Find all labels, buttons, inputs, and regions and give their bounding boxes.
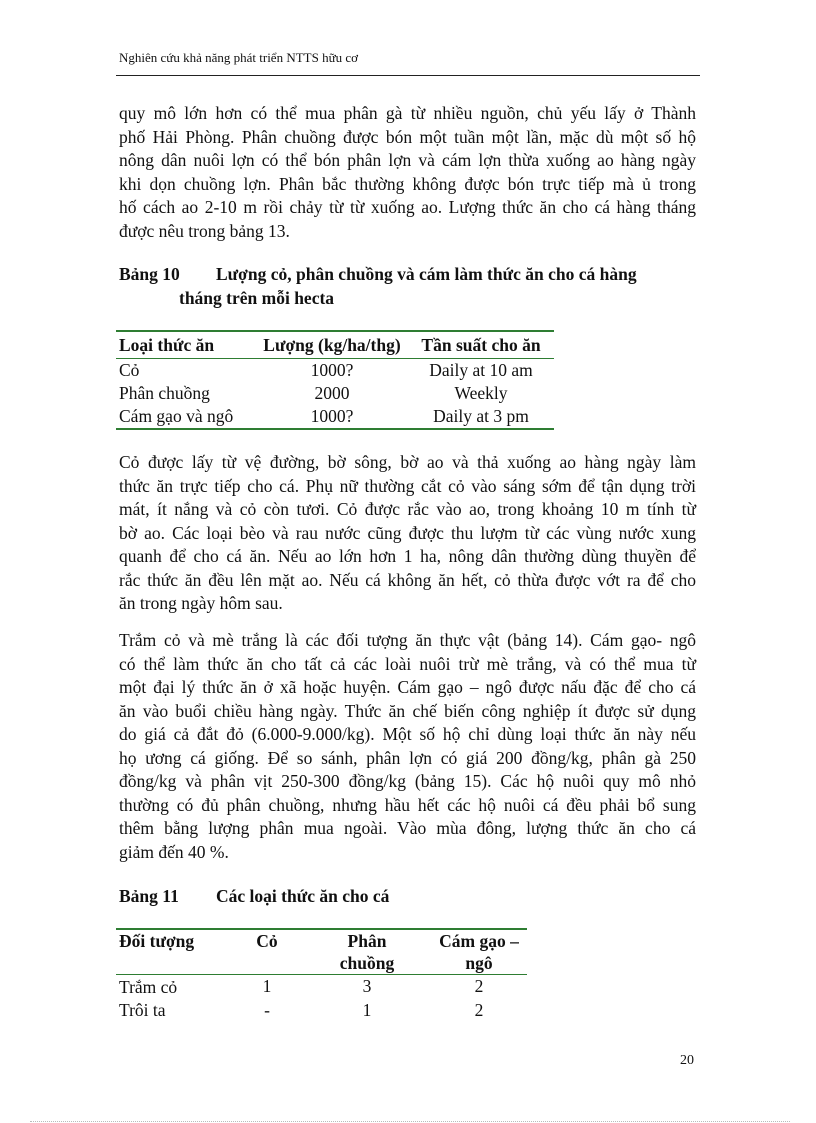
column-header	[116, 929, 231, 975]
paragraph-3	[119, 629, 696, 864]
table-11-title: Các loại thức ăn cho cá	[216, 886, 390, 906]
table-11	[116, 928, 527, 1022]
column-header-line: Phân	[347, 931, 387, 951]
paragraph-line: ăn vào buổi chiều hàng ngày. Thức ăn chế biến công nghiệp ít được sử dụng	[119, 700, 696, 721]
table-cell: Cám gạo và ngô	[119, 406, 234, 426]
table-cell: 1	[262, 976, 272, 996]
header-rule	[116, 75, 700, 76]
paragraph-1	[119, 102, 696, 243]
table-cell: Trôi ta	[119, 1000, 166, 1020]
paragraph-line: họ ương cá giống. Để so sánh, phân lợn có giá 200 đồng/kg, phân gà 250	[119, 747, 696, 768]
column-header: Lượng (kg/ha/thg)	[256, 331, 408, 359]
table-row	[116, 359, 554, 383]
table-cell: -	[264, 1000, 270, 1020]
table-header-row	[116, 331, 554, 359]
table-cell: Weekly	[454, 383, 508, 403]
column-header-line: Đối tượng	[119, 931, 195, 951]
paragraph-line: do giá cả đắt đỏ (6.000-9.000/kg). Một số hộ chỉ dùng loại thức ăn này nếu	[119, 724, 696, 744]
table-10-caption	[119, 262, 699, 310]
paragraph-2	[119, 451, 696, 616]
paragraph-line: một đại lý thức ăn ở xã hoặc huyện. Cám gạo – ngô được nấu đặc để cho cá	[119, 677, 696, 697]
table-cell: 2000	[314, 383, 350, 403]
table-cell: 2	[474, 1000, 484, 1020]
paragraph-line: Cỏ được lấy từ vệ đường, bờ sông, bờ ao và thả xuống ao hàng ngày làm	[119, 452, 696, 472]
table-cell: 1	[362, 1000, 372, 1020]
paragraph-line: nông dân nuôi lợn có thể bón phân lợn và cám lợn thừa xuống ao hàng ngày	[119, 150, 696, 170]
column-header: Loại thức ăn	[116, 331, 256, 359]
paragraph-line: rắc thức ăn đều lên mặt ao. Nếu cá không ăn hết, cỏ thừa được vớt ra để cho	[119, 569, 696, 590]
table-cell: Cỏ	[119, 360, 140, 380]
table-cell: Daily at 10 am	[429, 360, 533, 380]
paragraph-line: mát, ít nắng và cỏ còn tươi. Cỏ được rắc vào ao, trong khoảng 10 m tính từ	[119, 499, 696, 519]
table-row	[116, 405, 554, 429]
paragraph-line: bờ ao. Các loại bèo và rau nước cũng được thu lượm từ các vùng nước xung	[119, 522, 696, 543]
page-bottom-edge	[30, 1121, 790, 1122]
table-10-number: Bảng 10	[119, 264, 180, 284]
paragraph-line: khi dọn chuồng lợn. Phân bắc thường không được bón trực tiếp mà ủ trong	[119, 173, 696, 194]
table-row	[116, 382, 554, 405]
column-header-line: chuồng	[339, 953, 395, 973]
paragraph-line: hố cách ao 2-10 m rồi chảy từ từ xuống ao. Lượng thức ăn cho cá hàng tháng	[119, 197, 696, 217]
paragraph-line: thức ăn trực tiếp cho cá. Phụ nữ thường cắt cỏ vào sáng sớm để tận dụng trời	[119, 475, 696, 496]
table-cell: Trắm cỏ	[119, 977, 178, 997]
paragraph-line: ăn trong ngày hôm sau.	[119, 593, 283, 613]
table-cell: 3	[362, 976, 372, 996]
table-10	[116, 330, 554, 430]
page-number: 20	[680, 1053, 694, 1068]
paragraph-line: giảm đến 40 %.	[119, 841, 229, 862]
table-cell: 1000?	[310, 406, 354, 426]
paragraph-line: được nêu trong bảng 13.	[119, 220, 290, 241]
column-header-line: ngô	[465, 953, 493, 973]
column-header: Tần suất cho ăn	[408, 331, 554, 359]
paragraph-line: thường có đủ phân chuồng, nhưng hầu hết các hộ nuôi cá đều phải bổ sung	[119, 794, 696, 815]
table-10-title-line-2: tháng trên mỗi hecta	[179, 288, 335, 308]
column-header	[431, 929, 527, 975]
table-10-title-line-1: Lượng cỏ, phân chuồng và cám làm thức ăn cho cá hàng	[216, 264, 637, 284]
table-11-caption	[119, 884, 699, 908]
paragraph-line: thêm bằng lượng phân mua ngoài. Vào mùa đông, lượng thức ăn cho cá	[119, 818, 696, 838]
table-row	[116, 999, 527, 1022]
paragraph-line: quanh để cho cá ăn. Nếu ao lớn hơn 1 ha, nông dân thường dùng thuyền để	[119, 546, 696, 566]
paragraph-line: Trắm cỏ và mè trắng là các đối tượng ăn thực vật (bảng 14). Cám gạo- ngô	[119, 630, 696, 650]
running-header: Nghiên cứu khả năng phát triển NTTS hữu cơ	[119, 50, 359, 65]
table-cell: 2	[474, 976, 484, 996]
column-header	[231, 929, 303, 975]
table-cell: Daily at 3 pm	[433, 406, 529, 426]
paragraph-line: có thể làm thức ăn cho tất cả các loài nuôi trừ mè trắng, và có thể mua từ	[119, 653, 696, 674]
table-row	[116, 975, 527, 1000]
paragraph-line: quy mô lớn hơn có thể mua phân gà từ nhiều nguồn, chủ yếu lấy ở Thành	[119, 103, 696, 123]
table-11-number: Bảng 11	[119, 886, 179, 906]
column-header-line: Cỏ	[256, 931, 278, 951]
table-header-row	[116, 929, 527, 975]
table-cell: Phân chuồng	[119, 383, 210, 403]
column-header-line: Cám gạo –	[439, 931, 519, 951]
column-header	[303, 929, 431, 975]
paragraph-line: đồng/kg và phân vịt 250-300 đồng/kg (bảng 15). Các hộ nuôi quy mô nhỏ	[119, 771, 696, 791]
table-cell: 1000?	[310, 360, 354, 380]
paragraph-line: phố Hải Phòng. Phân chuồng được bón một tuần một lần, mặc dù một số hộ	[119, 126, 696, 147]
